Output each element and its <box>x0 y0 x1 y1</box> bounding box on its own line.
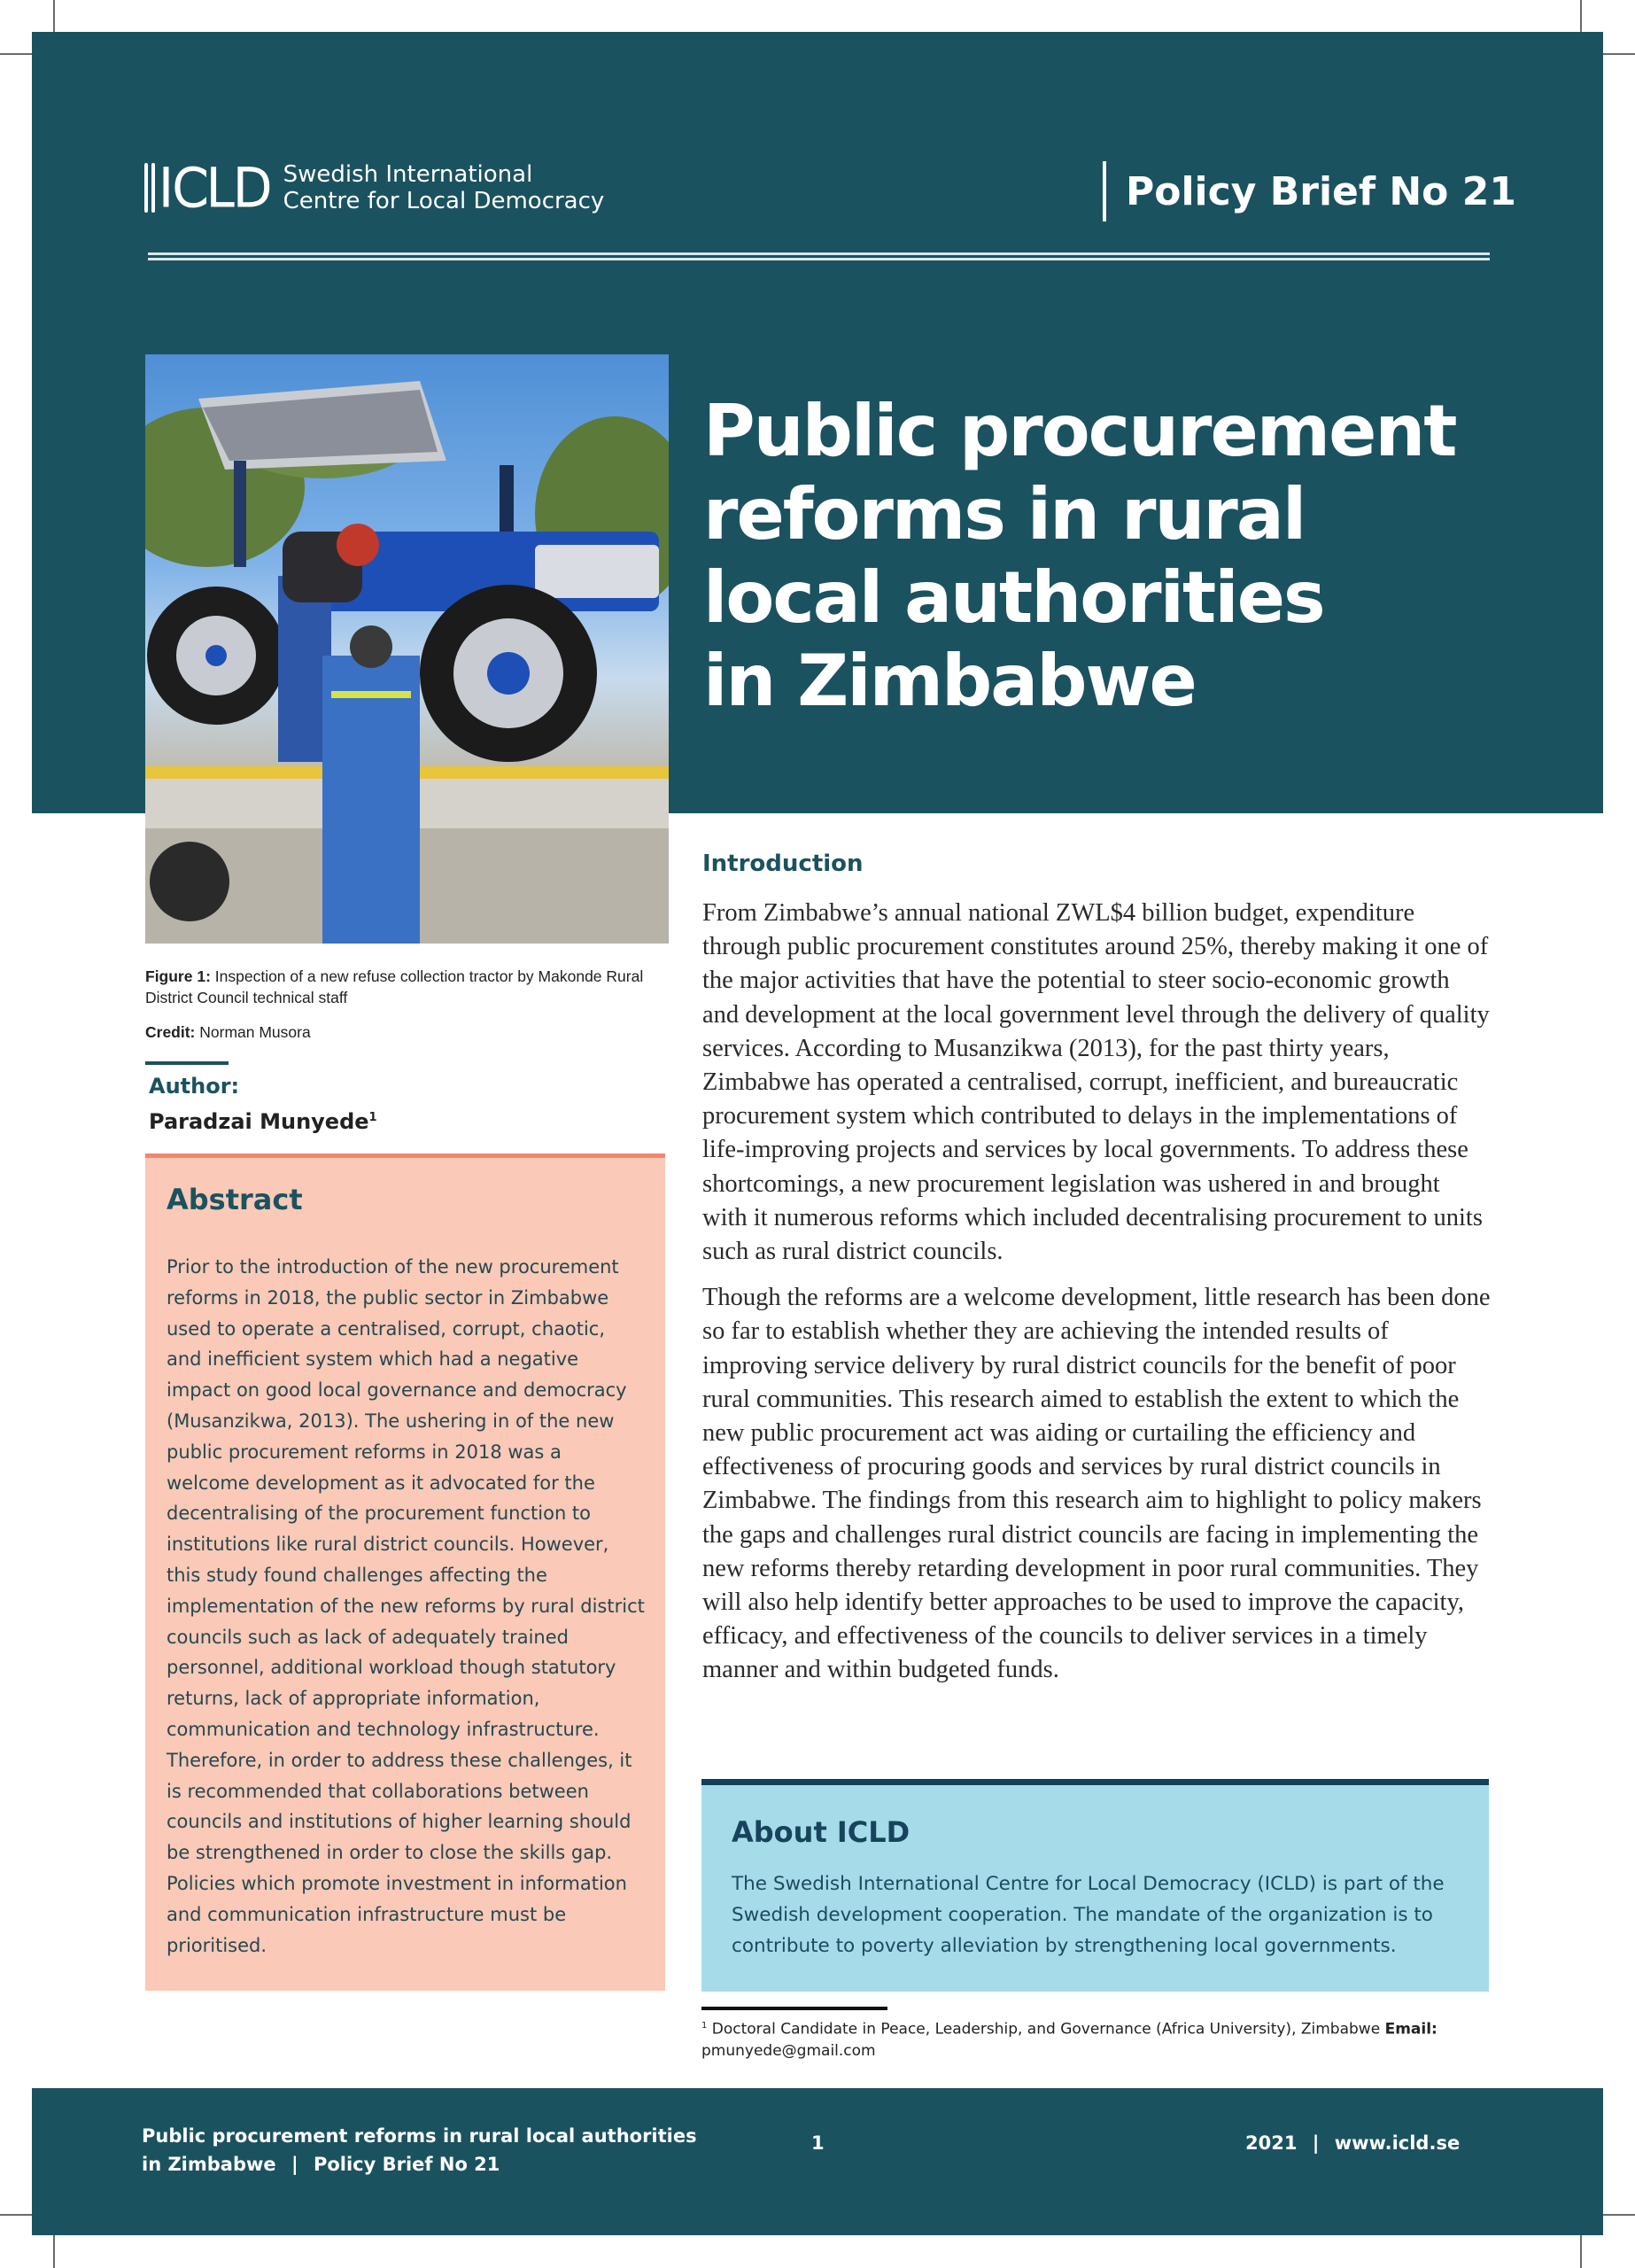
org-name: Swedish International Centre for Local Democracy <box>283 161 605 214</box>
abstract-box <box>145 1153 665 1991</box>
page-title: Public procurement reforms in rural local authorities in Zimbabwe <box>703 390 1456 722</box>
author-name: Paradzai Munyede$^1$ <box>149 1109 377 1134</box>
footnote-marker[interactable]: 1 <box>368 1111 377 1124</box>
crop-mark <box>1580 0 1582 35</box>
crop-mark <box>53 2233 55 2268</box>
footer-doc-title: Public procurement reforms in rural local authorities in Zimbabwe | Policy Brief No 21 <box>142 2125 697 2175</box>
introduction-heading: Introduction <box>702 850 864 877</box>
figure-photo <box>145 354 669 944</box>
introduction-body <box>702 897 1491 1688</box>
page-number: 1 <box>811 2132 825 2154</box>
website-link[interactable]: www.icld.se <box>1334 2132 1461 2154</box>
footnote: $^1$ Doctoral Candidate in Peace, Leadership, and Governance (Africa University), Zimbabwe Email: pmunyede@gmail.com <box>701 2020 1437 2060</box>
abstract-body: Prior to the introduction of the new procurement reforms in 2018, the public sector in Zimbabwe used to operate a centralised, corrupt, chaotic, and inefficient system which had a negative impact on good local governance and democracy (Musanzikwa, 2013). The ushering in of the new public procurement reforms in 2018 was a welcome development as it advocated for the decentralising of the procurement function to institutions like rural district councils. However, this study found challenges affecting the implementation of the new reforms by rural district councils such as lack of adequately trained personnel, additional workload though statutory returns, lack of appropriate information, communication and technology infrastructure. Therefore, in order to address these challenges, it is recommended that collaborations between councils and institutions of higher learning should be strengthened in order to close the skills gap. Policies which promote investment in information and communication infrastructure must be prioritised. <box>167 1256 645 1956</box>
crop-mark <box>1600 2214 1635 2216</box>
footer-meta: 2021 | www.icld.se <box>1245 2132 1461 2154</box>
about-heading: About ICLD <box>732 1815 910 1849</box>
header-divider <box>148 252 1490 260</box>
author-label: Author: <box>149 1074 240 1099</box>
crop-mark <box>0 2214 35 2216</box>
tractor-photo-illustration <box>145 354 669 944</box>
about-icld-box <box>701 1779 1489 1992</box>
crop-mark <box>0 53 35 55</box>
intro-paragraph: Though the reforms are a welcome development, little research has been done so far to establish whether they are achieving the intended results of improving service delivery by rural district councils for the benefit of poor rural communities. This research aimed to establish the extent to which the new public procurement act was aiding or curtailing the efficiency and effectiveness of procuring goods and services by rural district councils in Zimbabwe. The findings from this research aim to highlight to policy makers the gaps and challenges rural district councils are facing in implementing the new reforms thereby retarding development in poor rural communities. They will also help identify better approaches to be used to improve the capacity, efficacy, and effectiveness of the councils to deliver services in a timely manner and within budgeted funds. <box>702 1284 1491 1684</box>
crop-mark <box>53 0 55 35</box>
crop-mark <box>1580 2233 1582 2268</box>
icld-logo <box>144 158 605 218</box>
about-body: The Swedish International Centre for Local Democracy (ICLD) is part of the Swedish development cooperation. The mandate of the organization is to contribute to poverty alleviation by strengthening local governments. <box>732 1873 1445 1957</box>
intro-paragraph: From Zimbabwe’s annual national ZWL$4 billion budget, expenditure through public procurement constitutes around 25%, thereby making it one of the major activities that have the potential to steer socio-economic growth and development at the local government level through the delivery of quality services. According to Musanzikwa (2013), for the past thirty years, Zimbabwe has operated a centralised, corrupt, inefficient, and bureaucratic procurement system which contributed to delays in the implementations of life-improving projects and services by local governments. To address these shortcomings, a new procurement legislation was ushered in and brought with it numerous reforms which included decentralising procurement to units such as rural district councils. <box>702 899 1490 1266</box>
icld-logo-mark-icon: ICLD <box>144 162 271 214</box>
author-email-link[interactable]: pmunyede@gmail.com <box>701 2041 876 2060</box>
footnote-divider <box>701 2007 887 2010</box>
figure-credit: Credit: Norman Musora <box>145 1023 311 1041</box>
crop-mark <box>1600 53 1635 55</box>
abstract-heading: Abstract <box>167 1183 303 1216</box>
page-footer <box>32 2088 1603 2235</box>
author-divider <box>145 1061 229 1065</box>
series-label: Policy Brief No 21 <box>1103 161 1516 221</box>
figure-caption: Figure 1: Inspection of a new refuse collection tractor by Makonde Rural District Council technical staff <box>145 967 644 1006</box>
